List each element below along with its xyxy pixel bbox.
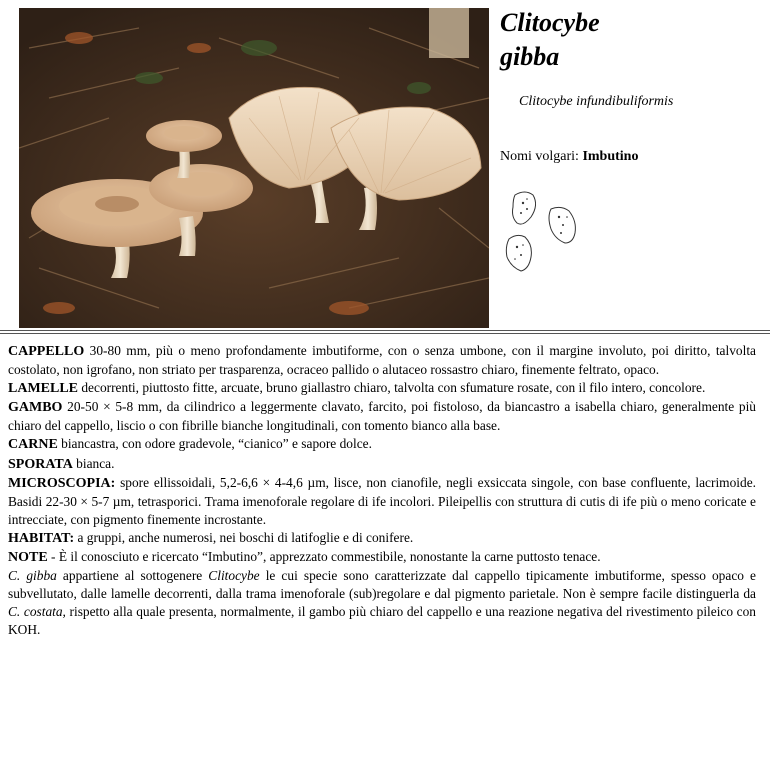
closing-costata-ref: C. costata, [8,604,66,620]
common-names-value: Imbutino [582,149,639,164]
section-cappello [8,342,756,379]
closing-species-ref: C. gibba [8,568,57,584]
section-sporata [8,455,756,474]
cappello-heading: CAPPELLO [8,344,85,359]
common-names [500,149,638,165]
section-divider [0,330,770,334]
carne-text: biancastra, con odore gradevole, “cianico” e sapore dolce. [57,436,372,452]
microscopia-text: spore ellissoidali, 5,2-6,6 × 4-4,6 µm, lisce, non cianofile, negli exsiccata singole, con base confluente, lacrimoide. Basidi 22-30 × 5-7 µm, tetrasporici. Trama imenoforale regolare di ife incolori. Pileipellis con struttura di cutis di ife più o meno coricate e intrecciate, con pigmento finemente incrostante. [8,474,756,527]
carne-heading: CARNE [8,437,58,453]
synonym: Clitocybe infundibuliformis [519,94,674,109]
species-title [500,6,600,74]
mushroom-photo [19,8,489,328]
spore-drawing-icon [503,187,583,277]
habitat-text: a gruppi, anche numerosi, nei boschi di latifoglie e di conifere. [74,529,414,545]
closing-text-1: appartiene al sottogenere [56,568,209,584]
section-lamelle [8,379,756,398]
section-gambo [8,398,756,435]
lamelle-text: decorrenti, piuttosto fitte, arcuate, bruno giallastro chiaro, talvolta con sfumature rosate, con il filo intero, concolore. [78,380,706,396]
gambo-text: 20-50 × 5-8 mm, da cilindrico a leggermente clavato, farcito, poi fistoloso, da biancastro a isabella chiaro, generalmente più chiaro del cappello, liscio o con fibrille bianche longitudinali, con tomento bianco alla base. [8,399,756,434]
note-text: - È il conosciuto e ricercato “Imbutino”, apprezzato commestibile, nonostante la carne puttosto tenace. [47,549,601,565]
description-text [8,342,756,640]
section-habitat [8,529,756,548]
section-note [8,548,756,567]
section-closing [8,567,756,639]
closing-subgenus-ref: Clitocybe [208,568,260,584]
sporata-text: bianca. [72,455,115,471]
microscopia-heading: MICROSCOPIA: [8,475,116,491]
closing-text-3: rispetto alla quale presenta, normalmente, il gambo più chiaro del cappello e una reazione negativa del rivestimento pileico con KOH. [8,604,757,638]
species-epithet: gibba [500,42,560,71]
genus-name: Clitocybe [500,8,600,37]
sporata-heading: SPORATA [8,456,73,472]
gambo-heading: GAMBO [8,400,63,416]
section-carne [8,435,756,454]
closing-text-2: le cui specie sono caratterizzate dal cappello tipicamente imbutiforme, spesso opaco e subvellutato, dalle lamelle decorrenti, dalla trama imenoforale (sub)regolare e dal pigmento parietale. Non è sempre facile distinguerla da [8,568,756,602]
habitat-heading: HABITAT: [8,530,75,546]
section-microscopia [8,474,756,529]
lamelle-heading: LAMELLE [8,381,79,397]
cappello-text: 30-80 mm, più o meno profondamente imbutiforme, con o senza umbone, con il margine involuto, poi diritto, talvolta costolato, non igrofano, non striato per trasparenza, ocraceo pallido o alutaceo rossastro chiaro, finemente feltrato, opaco. [8,343,756,378]
common-names-label: Nomi volgari: [500,149,579,164]
note-heading: NOTE [8,550,48,566]
